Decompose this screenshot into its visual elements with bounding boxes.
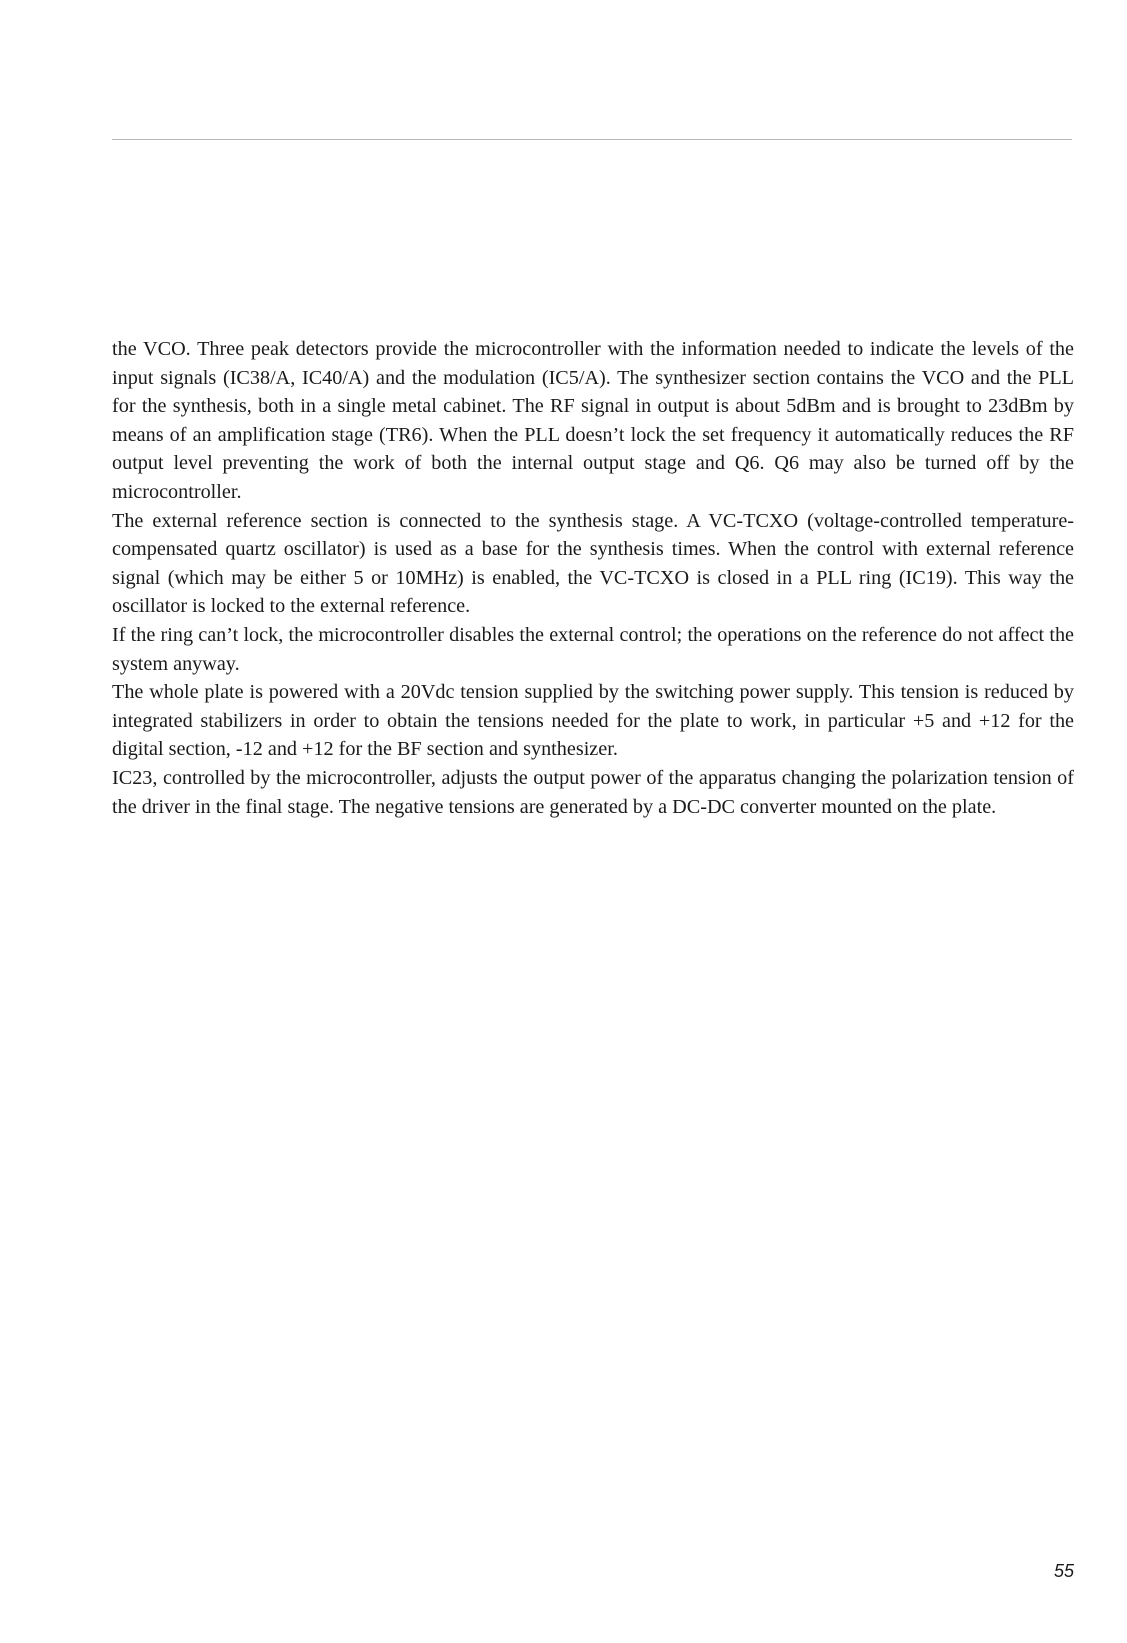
paragraph-vco: the VCO. Three peak detectors provide the microcontroller with the information needed to indicate the levels of the input signals (IC38/A, IC40/A) and the modulation (IC5/A). The synthesizer section contains the VCO and the PLL for the synthesis, both in a single metal cabinet. The RF signal in output is about 5dBm and is brought to 23dBm by means of an amplification stage (TR6). When the PLL doesn’t lock the set frequency it automatically reduces the RF output level preventing the work of both the internal output stage and Q6. Q6 may also be turned off by the microcontroller. [112, 338, 1074, 503]
header-rule [112, 139, 1072, 140]
paragraph-ic23: IC23, controlled by the microcontroller, adjusts the output power of the apparatus changing the polarization tension of the driver in the final stage. The negative tensions are generated by a DC-DC converter mounted on the plate. [112, 766, 1074, 818]
paragraph-power-supply: The whole plate is powered with a 20Vdc tension supplied by the switching power supply. This tension is reduced by integrated stabilizers in order to obtain the tensions needed for the plate to work, in particular +5 and +12 for the digital section, -12 and +12 for the BF section and synthesizer. [112, 681, 1074, 761]
page-number: 55 [1053, 1561, 1074, 1581]
paragraph-external-reference: The external reference section is connected to the synthesis stage. A VC-TCXO (voltage-controlled temperature-compensated quartz oscillator) is used as a base for the synthesis times. When the control with external reference signal (which may be either 5 or 10MHz) is enabled, the VC-TCXO is closed in a PLL ring (IC19). This way the oscillator is locked to the external reference. [112, 509, 1074, 618]
body-text [112, 335, 1074, 821]
paragraph-ring-lock: If the ring can’t lock, the microcontroller disables the external control; the operations on the reference do not affect the system anyway. [112, 623, 1074, 675]
